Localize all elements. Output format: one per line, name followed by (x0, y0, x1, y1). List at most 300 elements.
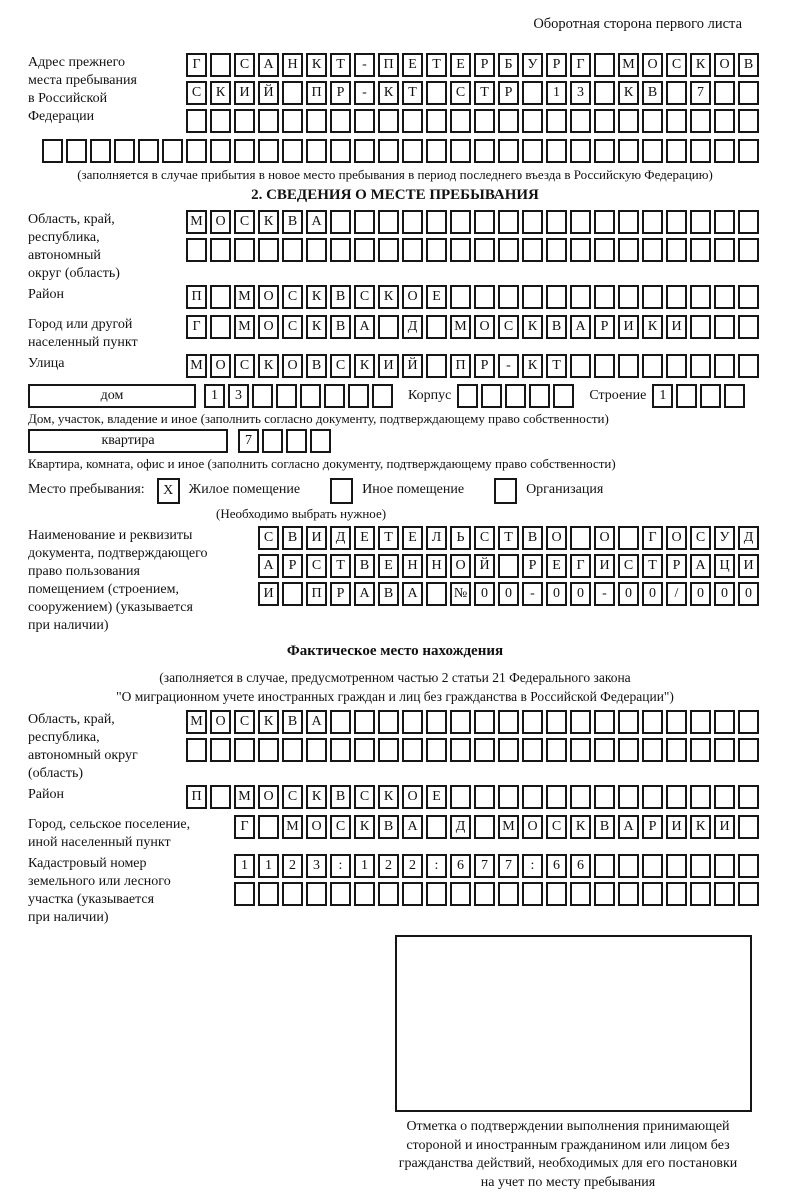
char-cell[interactable] (210, 53, 231, 77)
char-cell[interactable] (210, 738, 231, 762)
char-cell[interactable]: К (378, 81, 399, 105)
char-cell[interactable] (282, 882, 303, 906)
char-cell[interactable]: М (234, 285, 255, 309)
char-cell[interactable] (426, 582, 447, 606)
char-cell[interactable] (594, 882, 615, 906)
char-cell[interactable] (330, 139, 351, 163)
char-cell[interactable] (186, 738, 207, 762)
char-cell[interactable]: О (402, 285, 423, 309)
char-cell[interactable] (474, 109, 495, 133)
char-cell[interactable]: Т (330, 554, 351, 578)
char-cell[interactable]: У (522, 53, 543, 77)
char-cell[interactable]: С (474, 526, 495, 550)
char-cell[interactable]: К (306, 53, 327, 77)
char-cell[interactable] (258, 238, 279, 262)
char-cell[interactable]: М (186, 710, 207, 734)
char-cell[interactable] (378, 882, 399, 906)
char-cell[interactable] (426, 210, 447, 234)
char-cell[interactable] (402, 882, 423, 906)
char-cell[interactable]: 6 (546, 854, 567, 878)
char-cell[interactable]: : (522, 854, 543, 878)
char-cell[interactable]: : (426, 854, 447, 878)
char-cell[interactable] (666, 854, 687, 878)
char-cell[interactable] (330, 238, 351, 262)
char-cell[interactable]: М (450, 315, 471, 339)
char-cell[interactable] (354, 139, 375, 163)
char-cell[interactable] (594, 139, 615, 163)
char-cell[interactable] (570, 210, 591, 234)
char-cell[interactable] (738, 210, 759, 234)
char-cell[interactable]: Ц (714, 554, 735, 578)
char-cell[interactable] (426, 815, 447, 839)
char-cell[interactable] (666, 785, 687, 809)
char-cell[interactable] (570, 738, 591, 762)
char-cell[interactable]: К (258, 354, 279, 378)
char-cell[interactable]: Е (426, 785, 447, 809)
char-cell[interactable] (522, 139, 543, 163)
char-cell[interactable]: М (234, 785, 255, 809)
char-cell[interactable] (570, 238, 591, 262)
char-cell[interactable]: Г (186, 53, 207, 77)
char-cell[interactable]: Г (642, 526, 663, 550)
char-cell[interactable] (690, 354, 711, 378)
char-cell[interactable] (474, 710, 495, 734)
char-cell[interactable]: 0 (714, 582, 735, 606)
char-cell[interactable] (714, 785, 735, 809)
char-cell[interactable]: М (186, 354, 207, 378)
char-cell[interactable] (714, 882, 735, 906)
char-cell[interactable]: М (186, 210, 207, 234)
char-cell[interactable] (690, 854, 711, 878)
char-cell[interactable]: В (594, 815, 615, 839)
char-cell[interactable]: С (354, 285, 375, 309)
char-cell[interactable]: К (306, 315, 327, 339)
char-cell[interactable]: Т (546, 354, 567, 378)
char-cell[interactable]: С (330, 815, 351, 839)
char-cell[interactable] (450, 785, 471, 809)
char-cell[interactable]: Р (594, 315, 615, 339)
char-cell[interactable]: К (378, 785, 399, 809)
char-cell[interactable]: К (306, 785, 327, 809)
char-cell[interactable]: П (306, 81, 327, 105)
char-cell[interactable]: О (258, 785, 279, 809)
char-cell[interactable] (234, 738, 255, 762)
char-cell[interactable]: Е (426, 285, 447, 309)
char-cell[interactable]: У (714, 526, 735, 550)
char-cell[interactable]: 6 (450, 854, 471, 878)
char-cell[interactable] (426, 882, 447, 906)
char-cell[interactable] (546, 710, 567, 734)
char-cell[interactable] (714, 139, 735, 163)
char-cell[interactable]: С (330, 354, 351, 378)
char-cell[interactable]: 2 (282, 854, 303, 878)
char-cell[interactable] (481, 384, 502, 408)
char-cell[interactable] (594, 238, 615, 262)
char-cell[interactable]: 6 (570, 854, 591, 878)
char-cell[interactable]: Ь (450, 526, 471, 550)
char-cell[interactable]: А (258, 53, 279, 77)
char-cell[interactable] (714, 738, 735, 762)
char-cell[interactable] (498, 109, 519, 133)
char-cell[interactable]: К (378, 285, 399, 309)
char-cell[interactable]: Д (402, 315, 423, 339)
char-cell[interactable]: С (258, 526, 279, 550)
char-cell[interactable]: С (618, 554, 639, 578)
char-cell[interactable]: В (306, 354, 327, 378)
char-cell[interactable] (738, 710, 759, 734)
char-cell[interactable]: К (522, 315, 543, 339)
char-cell[interactable] (306, 882, 327, 906)
char-cell[interactable]: Н (426, 554, 447, 578)
char-cell[interactable]: И (306, 526, 327, 550)
char-cell[interactable]: П (186, 285, 207, 309)
char-cell[interactable] (426, 238, 447, 262)
char-cell[interactable]: В (522, 526, 543, 550)
char-cell[interactable] (690, 738, 711, 762)
char-cell[interactable]: 0 (642, 582, 663, 606)
char-cell[interactable] (738, 738, 759, 762)
char-cell[interactable] (234, 139, 255, 163)
organization-checkbox[interactable] (494, 478, 517, 504)
char-cell[interactable] (282, 81, 303, 105)
char-cell[interactable]: - (354, 53, 375, 77)
char-cell[interactable] (666, 81, 687, 105)
char-cell[interactable] (714, 854, 735, 878)
char-cell[interactable] (690, 710, 711, 734)
char-cell[interactable]: 2 (402, 854, 423, 878)
char-cell[interactable]: 0 (618, 582, 639, 606)
char-cell[interactable]: О (642, 53, 663, 77)
char-cell[interactable] (642, 738, 663, 762)
char-cell[interactable] (450, 109, 471, 133)
char-cell[interactable]: С (234, 210, 255, 234)
char-cell[interactable] (402, 109, 423, 133)
char-cell[interactable]: С (690, 526, 711, 550)
char-cell[interactable]: 7 (498, 854, 519, 878)
char-cell[interactable]: С (450, 81, 471, 105)
char-cell[interactable] (642, 882, 663, 906)
char-cell[interactable]: А (354, 315, 375, 339)
char-cell[interactable] (570, 109, 591, 133)
char-cell[interactable] (642, 139, 663, 163)
char-cell[interactable] (426, 81, 447, 105)
char-cell[interactable]: № (450, 582, 471, 606)
char-cell[interactable] (258, 738, 279, 762)
char-cell[interactable]: И (714, 815, 735, 839)
char-cell[interactable] (690, 109, 711, 133)
char-cell[interactable]: К (258, 710, 279, 734)
char-cell[interactable] (450, 139, 471, 163)
char-cell[interactable]: 0 (498, 582, 519, 606)
char-cell[interactable]: 0 (570, 582, 591, 606)
char-cell[interactable] (426, 354, 447, 378)
char-cell[interactable]: Т (426, 53, 447, 77)
char-cell[interactable]: - (594, 582, 615, 606)
char-cell[interactable] (426, 139, 447, 163)
char-cell[interactable] (738, 109, 759, 133)
char-cell[interactable] (738, 285, 759, 309)
char-cell[interactable] (690, 785, 711, 809)
char-cell[interactable] (324, 384, 345, 408)
char-cell[interactable] (258, 109, 279, 133)
char-cell[interactable]: И (258, 582, 279, 606)
char-cell[interactable]: Т (474, 81, 495, 105)
char-cell[interactable]: Г (570, 53, 591, 77)
char-cell[interactable] (498, 738, 519, 762)
char-cell[interactable] (738, 81, 759, 105)
char-cell[interactable]: С (234, 710, 255, 734)
char-cell[interactable]: О (474, 315, 495, 339)
char-cell[interactable] (276, 384, 297, 408)
char-cell[interactable] (666, 285, 687, 309)
char-cell[interactable] (402, 710, 423, 734)
char-cell[interactable] (714, 109, 735, 133)
char-cell[interactable] (618, 738, 639, 762)
char-cell[interactable] (498, 139, 519, 163)
char-cell[interactable]: / (666, 582, 687, 606)
char-cell[interactable]: С (666, 53, 687, 77)
char-cell[interactable] (690, 882, 711, 906)
char-cell[interactable] (450, 882, 471, 906)
char-cell[interactable] (474, 238, 495, 262)
char-cell[interactable] (594, 785, 615, 809)
char-cell[interactable] (618, 526, 639, 550)
char-cell[interactable] (378, 738, 399, 762)
char-cell[interactable]: В (330, 785, 351, 809)
char-cell[interactable] (642, 854, 663, 878)
char-cell[interactable]: К (354, 815, 375, 839)
char-cell[interactable] (286, 429, 307, 453)
char-cell[interactable] (450, 238, 471, 262)
char-cell[interactable] (618, 285, 639, 309)
char-cell[interactable] (738, 854, 759, 878)
char-cell[interactable] (618, 882, 639, 906)
char-cell[interactable]: 7 (238, 429, 259, 453)
char-cell[interactable] (426, 738, 447, 762)
char-cell[interactable] (354, 210, 375, 234)
char-cell[interactable]: Т (642, 554, 663, 578)
char-cell[interactable] (594, 210, 615, 234)
char-cell[interactable] (378, 109, 399, 133)
char-cell[interactable]: 1 (234, 854, 255, 878)
char-cell[interactable] (114, 139, 135, 163)
char-cell[interactable] (618, 238, 639, 262)
residential-checkbox[interactable]: X (157, 478, 180, 504)
char-cell[interactable]: О (402, 785, 423, 809)
char-cell[interactable]: Т (330, 53, 351, 77)
char-cell[interactable] (666, 238, 687, 262)
char-cell[interactable] (282, 738, 303, 762)
char-cell[interactable]: П (450, 354, 471, 378)
char-cell[interactable]: И (666, 315, 687, 339)
char-cell[interactable]: Т (402, 81, 423, 105)
char-cell[interactable] (498, 554, 519, 578)
char-cell[interactable]: О (282, 354, 303, 378)
char-cell[interactable]: П (306, 582, 327, 606)
char-cell[interactable] (306, 738, 327, 762)
char-cell[interactable] (738, 238, 759, 262)
char-cell[interactable] (594, 738, 615, 762)
char-cell[interactable] (474, 815, 495, 839)
char-cell[interactable] (522, 285, 543, 309)
char-cell[interactable]: А (618, 815, 639, 839)
char-cell[interactable]: К (570, 815, 591, 839)
char-cell[interactable] (258, 882, 279, 906)
char-cell[interactable]: К (690, 53, 711, 77)
char-cell[interactable]: С (282, 785, 303, 809)
char-cell[interactable] (234, 109, 255, 133)
char-cell[interactable]: 2 (378, 854, 399, 878)
char-cell[interactable]: В (738, 53, 759, 77)
char-cell[interactable] (402, 738, 423, 762)
char-cell[interactable]: В (642, 81, 663, 105)
char-cell[interactable] (666, 738, 687, 762)
char-cell[interactable] (546, 785, 567, 809)
char-cell[interactable] (570, 526, 591, 550)
char-cell[interactable]: С (234, 354, 255, 378)
char-cell[interactable]: А (306, 210, 327, 234)
char-cell[interactable] (378, 315, 399, 339)
char-cell[interactable]: О (594, 526, 615, 550)
char-cell[interactable] (546, 109, 567, 133)
char-cell[interactable]: И (594, 554, 615, 578)
char-cell[interactable]: С (186, 81, 207, 105)
char-cell[interactable] (474, 139, 495, 163)
char-cell[interactable]: 1 (546, 81, 567, 105)
char-cell[interactable] (522, 81, 543, 105)
char-cell[interactable]: О (450, 554, 471, 578)
char-cell[interactable]: А (690, 554, 711, 578)
char-cell[interactable] (570, 139, 591, 163)
char-cell[interactable] (426, 109, 447, 133)
char-cell[interactable] (498, 285, 519, 309)
char-cell[interactable]: В (282, 210, 303, 234)
char-cell[interactable] (426, 710, 447, 734)
char-cell[interactable] (306, 139, 327, 163)
char-cell[interactable]: О (258, 315, 279, 339)
char-cell[interactable]: В (330, 315, 351, 339)
char-cell[interactable]: Р (330, 582, 351, 606)
char-cell[interactable] (570, 785, 591, 809)
char-cell[interactable] (724, 384, 745, 408)
char-cell[interactable] (258, 139, 279, 163)
char-cell[interactable] (474, 738, 495, 762)
char-cell[interactable]: Р (330, 81, 351, 105)
char-cell[interactable] (402, 210, 423, 234)
char-cell[interactable]: О (666, 526, 687, 550)
char-cell[interactable]: О (210, 210, 231, 234)
char-cell[interactable] (676, 384, 697, 408)
char-cell[interactable] (162, 139, 183, 163)
char-cell[interactable]: Р (498, 81, 519, 105)
char-cell[interactable] (210, 785, 231, 809)
char-cell[interactable]: И (234, 81, 255, 105)
char-cell[interactable]: Р (666, 554, 687, 578)
char-cell[interactable] (474, 210, 495, 234)
char-cell[interactable] (700, 384, 721, 408)
char-cell[interactable] (690, 139, 711, 163)
char-cell[interactable] (714, 285, 735, 309)
char-cell[interactable]: А (570, 315, 591, 339)
char-cell[interactable] (138, 139, 159, 163)
char-cell[interactable]: Л (426, 526, 447, 550)
char-cell[interactable]: Е (450, 53, 471, 77)
char-cell[interactable] (738, 315, 759, 339)
char-cell[interactable] (234, 238, 255, 262)
char-cell[interactable]: Г (186, 315, 207, 339)
char-cell[interactable]: С (306, 554, 327, 578)
char-cell[interactable]: К (354, 354, 375, 378)
char-cell[interactable] (306, 238, 327, 262)
char-cell[interactable] (186, 109, 207, 133)
char-cell[interactable] (714, 238, 735, 262)
char-cell[interactable] (234, 882, 255, 906)
char-cell[interactable] (505, 384, 526, 408)
char-cell[interactable]: Е (546, 554, 567, 578)
char-cell[interactable]: С (282, 315, 303, 339)
char-cell[interactable] (642, 785, 663, 809)
char-cell[interactable] (450, 738, 471, 762)
char-cell[interactable]: 7 (474, 854, 495, 878)
char-cell[interactable]: - (522, 582, 543, 606)
char-cell[interactable] (642, 285, 663, 309)
char-cell[interactable]: О (522, 815, 543, 839)
char-cell[interactable] (522, 882, 543, 906)
char-cell[interactable] (474, 882, 495, 906)
char-cell[interactable] (738, 815, 759, 839)
char-cell[interactable]: В (378, 582, 399, 606)
other-premises-checkbox[interactable] (330, 478, 353, 504)
char-cell[interactable] (642, 354, 663, 378)
char-cell[interactable]: Г (234, 815, 255, 839)
char-cell[interactable]: К (306, 285, 327, 309)
char-cell[interactable]: 3 (306, 854, 327, 878)
char-cell[interactable]: Й (402, 354, 423, 378)
char-cell[interactable]: М (498, 815, 519, 839)
char-cell[interactable]: : (330, 854, 351, 878)
char-cell[interactable] (450, 285, 471, 309)
char-cell[interactable] (666, 210, 687, 234)
char-cell[interactable] (330, 210, 351, 234)
char-cell[interactable] (690, 238, 711, 262)
char-cell[interactable]: Е (402, 526, 423, 550)
char-cell[interactable]: Р (474, 53, 495, 77)
char-cell[interactable] (186, 139, 207, 163)
char-cell[interactable] (372, 384, 393, 408)
char-cell[interactable]: Е (378, 554, 399, 578)
char-cell[interactable] (594, 81, 615, 105)
char-cell[interactable] (594, 285, 615, 309)
char-cell[interactable]: А (354, 582, 375, 606)
char-cell[interactable] (330, 109, 351, 133)
char-cell[interactable] (186, 238, 207, 262)
char-cell[interactable] (330, 882, 351, 906)
char-cell[interactable] (354, 238, 375, 262)
char-cell[interactable]: В (330, 285, 351, 309)
char-cell[interactable]: В (282, 710, 303, 734)
char-cell[interactable]: А (306, 710, 327, 734)
char-cell[interactable]: С (354, 785, 375, 809)
char-cell[interactable] (378, 210, 399, 234)
char-cell[interactable] (522, 109, 543, 133)
char-cell[interactable] (522, 238, 543, 262)
char-cell[interactable] (450, 710, 471, 734)
char-cell[interactable]: 1 (354, 854, 375, 878)
char-cell[interactable] (450, 210, 471, 234)
char-cell[interactable]: Д (738, 526, 759, 550)
char-cell[interactable] (378, 139, 399, 163)
char-cell[interactable] (498, 785, 519, 809)
